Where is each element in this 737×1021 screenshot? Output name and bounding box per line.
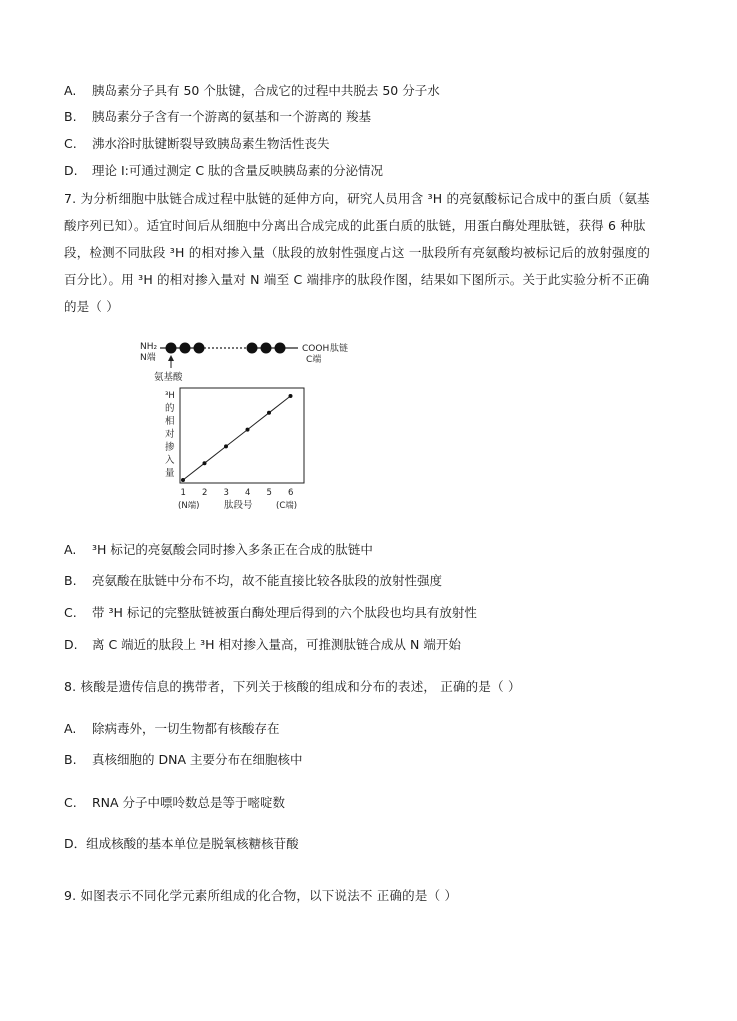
q7-stem-line-2: 酸序列已知）。适宜时间后从细胞中分离出合成完成的此蛋白质的肽链，用蛋白酶处理肽链，获得 6 种肽 — [64, 218, 646, 233]
option-text: 胰岛素分子含有一个游离的氨基和一个游离的 羧基 — [92, 109, 371, 124]
q7-stem-line-5: 的是（ ） — [64, 299, 119, 314]
peptide-figure — [140, 338, 380, 513]
y-label-char: 相 — [165, 416, 175, 427]
q8-option-b — [64, 751, 302, 769]
plot-frame — [180, 388, 304, 483]
c-end-label: C端 — [306, 355, 322, 365]
option-text: ³H 标记的亮氨酸会同时掺入多条正在合成的肽链中 — [92, 542, 373, 557]
data-point — [224, 444, 228, 448]
y-label-char: ³H — [165, 391, 175, 401]
q7-stem-line-1: 7. 为分析细胞中肽链合成过程中肽链的延伸方向，研究人员用含 ³H 的亮氨酸标记合成中的蛋白质（氨基 — [64, 191, 650, 206]
x-tick-label: 4 — [245, 488, 251, 498]
data-point — [181, 478, 185, 482]
nh2-label: NH₂ — [140, 342, 158, 352]
q6-option-b — [64, 108, 371, 126]
x-left-label: (N端) — [178, 501, 200, 511]
option-letter: B. — [64, 109, 77, 124]
q8-option-a — [64, 720, 280, 738]
y-axis-label — [165, 391, 175, 479]
x-tick-label: 6 — [288, 488, 294, 498]
q8-stem: 8. 核酸是遗传信息的携带者，下列关于核酸的组成和分布的表述， 正确的是（ ） — [64, 679, 521, 694]
option-text: 亮氨酸在肽链中分布不均，故不能直接比较各肽段的放射性强度 — [92, 573, 443, 588]
data-point — [203, 461, 207, 465]
option-text: 沸水浴时肽键断裂导致胰岛素生物活性丧失 — [92, 136, 330, 151]
q8-option-c — [64, 794, 285, 812]
q6-option-d — [64, 162, 383, 180]
option-letter: B. — [64, 752, 77, 767]
option-text: 胰岛素分子具有 50 个肽键，合成它的过程中共脱去 50 分子水 — [92, 83, 440, 98]
q9-stem: 9. 如图表示不同化学元素所组成的化合物，以下说法不 正确的是（ ） — [64, 888, 458, 903]
option-text: 离 C 端近的肽段上 ³H 相对掺入量高，可推测肽链合成从 N 端开始 — [92, 637, 461, 652]
q7-option-c — [64, 604, 477, 622]
series-line — [183, 396, 291, 480]
option-letter: B. — [64, 573, 77, 588]
option-letter: C. — [64, 136, 77, 151]
amino-acid-bead — [275, 343, 286, 354]
option-letter: A. — [64, 83, 77, 98]
option-letter: C. — [64, 605, 77, 620]
x-right-label: (C端) — [276, 501, 298, 511]
q7-stem-line-4: 百分比）。用 ³H 的相对掺入量对 N 端至 C 端排序的肽段作图，结果如下图所示。关于此实验分析不正确 — [64, 272, 650, 287]
n-end-label: N端 — [140, 353, 156, 363]
option-text: RNA 分子中嘌呤数总是等于嘧啶数 — [92, 795, 286, 810]
q7-option-d — [64, 636, 461, 654]
q7-option-a — [64, 541, 373, 559]
x-tick-label: 3 — [223, 488, 229, 498]
x-tick-label: 5 — [266, 488, 272, 498]
q7-option-b — [64, 572, 442, 590]
y-label-char: 入 — [165, 455, 175, 466]
option-text: D．组成核酸的基本单位是脱氧核糖核苷酸 — [64, 836, 299, 851]
amino-acid-bead — [261, 343, 272, 354]
y-label-char: 掺 — [165, 442, 175, 453]
option-letter: A. — [64, 721, 77, 736]
chain-label: 肽链 — [330, 344, 349, 354]
amino-acid-bead — [166, 343, 177, 354]
plot-marks — [181, 394, 294, 498]
arrow-up-icon — [168, 355, 174, 361]
x-tick-label: 1 — [180, 488, 186, 498]
option-text: 真核细胞的 DNA 主要分布在细胞核中 — [92, 752, 303, 767]
data-point — [246, 428, 250, 432]
cooh-label: COOH — [302, 344, 330, 354]
y-label-char: 量 — [165, 468, 175, 479]
option-text: 除病毒外，一切生物都有核酸存在 — [92, 721, 280, 736]
option-letter: D. — [64, 163, 78, 178]
y-label-char: 对 — [165, 429, 175, 440]
x-axis-title: 肽段号 — [224, 500, 253, 511]
amino-acid-bead — [194, 343, 205, 354]
amino-acid-label: 氨基酸 — [154, 372, 183, 383]
data-point — [267, 411, 271, 415]
q8-option-d — [64, 835, 299, 853]
option-letter: D. — [64, 637, 78, 652]
amino-acid-bead — [247, 343, 258, 354]
option-text: 理论 I:可通过测定 C 肽的含量反映胰岛素的分泌情况 — [92, 163, 384, 178]
q6-option-a — [64, 82, 440, 100]
q7-stem-line-3: 段，检测不同肽段 ³H 的相对掺入量（肽段的放射性强度占这 一肽段所有亮氨酸均被标记后的放射强度的 — [64, 245, 651, 260]
option-letter: C. — [64, 795, 77, 810]
option-letter: A. — [64, 542, 77, 557]
amino-acid-bead — [180, 343, 191, 354]
option-text: 带 ³H 标记的完整肽链被蛋白酶处理后得到的六个肽段也均具有放射性 — [92, 605, 477, 620]
q6-option-c — [64, 135, 330, 153]
data-point — [289, 394, 293, 398]
y-label-char: 的 — [165, 403, 175, 414]
x-tick-label: 2 — [202, 488, 208, 498]
